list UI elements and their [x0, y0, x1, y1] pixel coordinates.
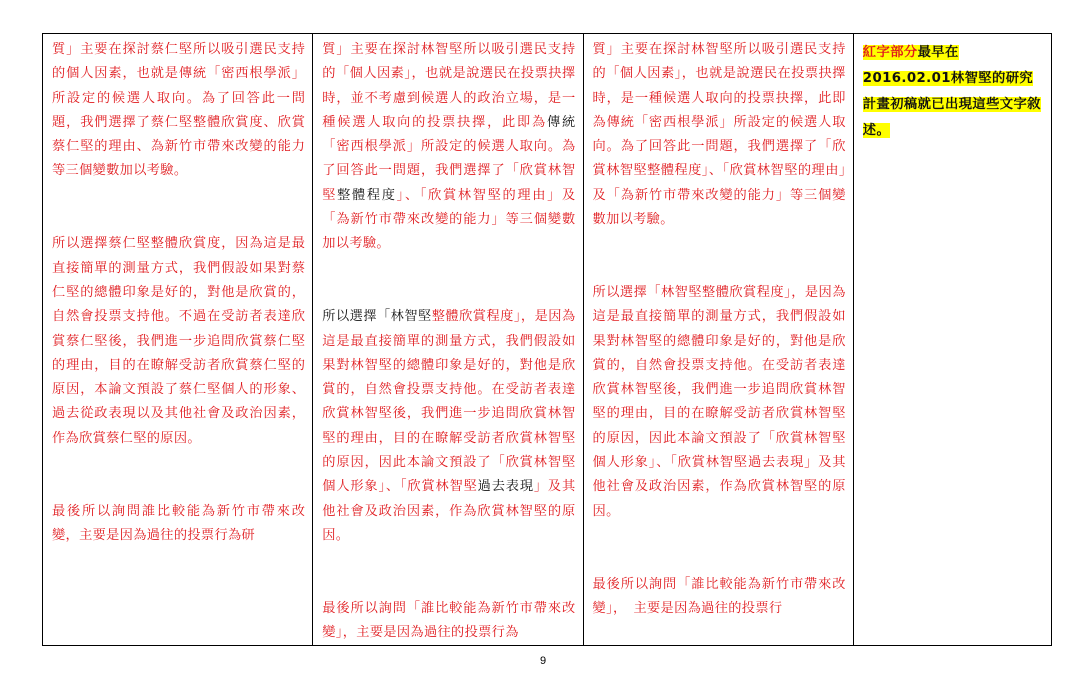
paragraph-gap	[52, 184, 305, 233]
text-run: 所以選擇蔡仁堅整體欣賞度，因為這是最直接簡單的測量方式，我們假設如果對蔡仁堅的總體印象是好的，對他是欣賞的，自然會投票支持他。不過在受訪者表達欣賞蔡仁堅後，我們進一步追問欣賞蔡仁堅的理由，目的在瞭解受訪者欣賞蔡仁堅的原因，本論文預設了蔡仁堅個人的形象、過去從政表現以及其他社會及政治因素，作為欣賞蔡仁堅的原因。	[52, 236, 306, 446]
paragraph	[52, 232, 305, 451]
paragraph-gap	[52, 451, 305, 500]
note-cell	[853, 34, 1051, 646]
text-run: 質」主要在探討林智堅所以吸引選民支持的「個人因素」，也就是說選民在投票抉擇時，是一種候選人取向的投票抉擇，此即為傳統「密西根學派」所設定的候選人取向。為了回答此一問題，我們選擇了「欣賞林智堅整體程度」、「欣賞林智堅的理由」及「為新竹市帶來改變的能力」等三個變數加以考驗。	[592, 42, 846, 228]
note-text	[863, 40, 1044, 144]
note-run: 紅字部分	[862, 45, 918, 60]
paragraph	[322, 305, 575, 548]
column-2-cell	[313, 34, 583, 646]
table-row	[43, 34, 1052, 646]
paragraph	[322, 38, 575, 257]
text-run: 最後所以詢問「誰比較能為新竹市帶來改變」， 主要是因為過往的投票行	[592, 576, 846, 616]
paragraph-gap	[593, 524, 846, 573]
text-run: 最後所以詢問誰比較能為新竹市帶來改變，主要是因為過往的投票行為研	[52, 503, 306, 543]
note-run: 最早在2016.02.01林智堅的研究計畫初稿就已出現這些文字敘述。	[862, 45, 1041, 138]
paragraph	[593, 281, 846, 524]
column-1-cell	[43, 34, 313, 646]
page-number: 9	[539, 655, 547, 667]
text-run: 質」主要在探討蔡仁堅所以吸引選民支持的個人因素，也就是傳統「密西根學派」所設定的候選人取向。為了回答此一問題，我們選擇了蔡仁堅整體欣賞度、欣賞蔡仁堅的理由、為新竹市帶來改變的能力等三個變數加以考驗。	[52, 42, 306, 179]
text-run: 「密西根學派」所設定的候選人取向。為了回答此一問題，我們選擇了「欣賞林智堅	[322, 139, 576, 203]
text-run: 所以選擇「林智堅整體欣賞程度」，是因為這是最直接簡單的測量方式，我們假設如果對林智堅的總體印象是好的，對他是欣賞的，自然會投票支持他。在受訪者表達欣賞林智堅後，我們進一步追問欣賞林智堅的理由，目的在瞭解受訪者欣賞林智堅的原因，因此本論文預設了「欣賞林智堅個人形象」、「欣賞林智堅過去表現」及其他社會及政治因素，作為欣賞林智堅的原因。	[592, 284, 846, 519]
paragraph-gap	[593, 232, 846, 281]
column-3-cell	[583, 34, 853, 646]
text-run: 整體程度	[337, 187, 397, 203]
paragraph-gap	[322, 257, 575, 306]
text-run: 所以選擇「林智堅	[322, 309, 432, 325]
text-run: 傳統	[547, 114, 576, 130]
text-run: 過去表現	[477, 479, 534, 495]
paragraph	[593, 38, 846, 232]
paragraph-gap	[322, 548, 575, 597]
text-run: 質」主要在探討林智堅所以吸引選民支持的「個人因素」，也就是說選民在投票抉擇時，並不考慮到候選人的政治立場，是一種候選人取向的投票抉擇，此即為	[322, 42, 576, 130]
text-run: 整體欣賞程度	[431, 309, 514, 325]
text-run: 」，是因為這是最直接簡單的測量方式，我們假設如果對林智堅的總體印象是好的，對他是欣賞的，自然會投票支持他。在受訪者表達欣賞林智堅後，我們進一步追問欣賞林智堅的理由，目的在瞭解受訪者欣賞林智堅的原因，因此本論文預設了「欣賞林智堅個人形象」、「欣賞林智堅	[322, 309, 576, 495]
comparison-table	[42, 33, 1052, 646]
paragraph	[52, 500, 305, 549]
paragraph	[593, 573, 846, 622]
paragraph	[322, 597, 575, 646]
paragraph	[52, 38, 305, 184]
text-run: 最後所以詢問「誰比較能為新竹市帶來改變」，主要是因為過往的投票行為	[322, 600, 576, 641]
text-run: 」、「欣賞林智堅的理由」及「為新竹市帶來改變的能力」等三個變數加以考驗。	[322, 187, 576, 252]
text-run: 」及其他社會及政治因素，作為欣賞林智堅的原因。	[322, 479, 576, 543]
